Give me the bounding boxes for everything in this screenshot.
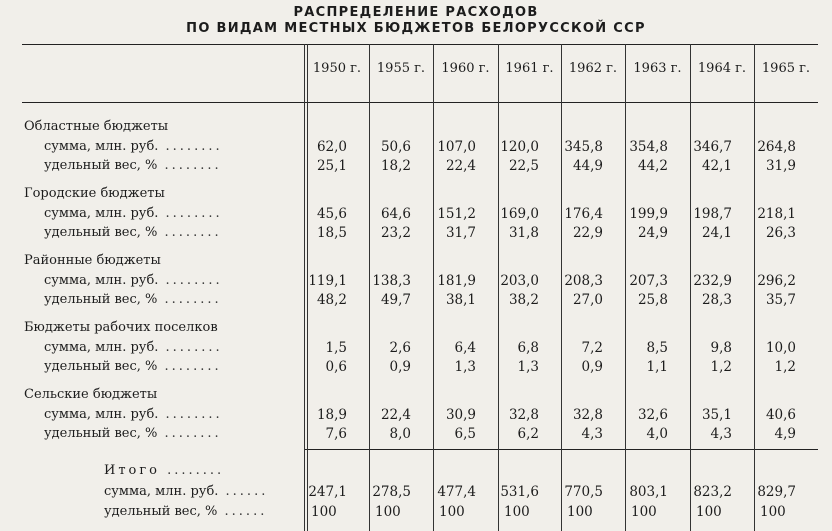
- table-cell: 0,6: [325, 359, 347, 375]
- total-row-label: [104, 462, 224, 480]
- table-cell: 62,0: [316, 139, 347, 155]
- table-cell: 4,3: [710, 426, 732, 442]
- group-name: Сельские бюджеты: [24, 387, 158, 402]
- table-cell: 1,5: [325, 340, 347, 356]
- table-cell: 25,8: [637, 292, 668, 308]
- table-cell: 296,2: [757, 273, 796, 289]
- leader-dots: ........: [157, 158, 222, 173]
- table-cell: 151,2: [437, 206, 476, 222]
- sum-row-label: [44, 138, 223, 156]
- table-cell: 35,1: [701, 407, 732, 423]
- table-cell: 64,6: [380, 206, 411, 222]
- table-cell: 6,8: [517, 340, 539, 356]
- share-row-label: [44, 157, 222, 175]
- year-header: 1960 г.: [441, 61, 490, 76]
- table-cell: 28,3: [701, 292, 732, 308]
- table-cell: 345,8: [564, 139, 603, 155]
- group-name: Бюджеты рабочих поселков: [24, 320, 218, 335]
- table-cell: 354,8: [629, 139, 668, 155]
- share-row-label-text: удельный вес, %: [44, 426, 158, 441]
- table-cell: 278,5: [372, 484, 411, 500]
- table-cell: 22,5: [508, 158, 539, 174]
- year-header: 1962 г.: [568, 61, 618, 76]
- table-cell: 531,6: [500, 484, 539, 500]
- leader-dots: ........: [160, 463, 225, 478]
- rule-top: [22, 44, 818, 45]
- table-cell: 31,8: [508, 225, 539, 241]
- leader-dots: ........: [157, 426, 222, 441]
- rule-header-bottom: [22, 102, 818, 103]
- table-cell: 100: [439, 504, 465, 520]
- share-row-label: [44, 291, 222, 309]
- table-cell: 4,3: [581, 426, 603, 442]
- table-cell: 803,1: [629, 484, 668, 500]
- table-cell: 18,2: [380, 158, 411, 174]
- sum-row-label: [44, 339, 223, 357]
- table-cell: 7,2: [581, 340, 603, 356]
- table-cell: 1,2: [710, 359, 732, 375]
- total-name: Итого: [104, 463, 160, 478]
- leader-dots: ........: [158, 340, 223, 355]
- total-share-label-text: удельный вес, %: [104, 504, 218, 519]
- leader-dots: ........: [158, 139, 223, 154]
- table-cell: 10,0: [765, 340, 796, 356]
- leader-dots: ......: [217, 504, 268, 519]
- table-cell: 31,7: [445, 225, 476, 241]
- table-cell: 44,9: [572, 158, 603, 174]
- table-cell: 247,1: [308, 484, 347, 500]
- table-cell: 7,6: [325, 426, 347, 442]
- table-cell: 32,6: [637, 407, 668, 423]
- table-cell: 199,9: [629, 206, 668, 222]
- table-cell: 38,2: [508, 292, 539, 308]
- group-name: Районные бюджеты: [24, 253, 161, 268]
- table-cell: 23,2: [380, 225, 411, 241]
- sum-row-label-text: сумма, млн. руб.: [44, 273, 159, 288]
- table-cell: 42,1: [701, 158, 732, 174]
- table-cell: 477,4: [437, 484, 476, 500]
- table-cell: 6,2: [517, 426, 539, 442]
- table-cell: 40,6: [765, 407, 796, 423]
- table-cell: 6,4: [454, 340, 476, 356]
- table-cell: 6,5: [454, 426, 476, 442]
- table-cell: 32,8: [572, 407, 603, 423]
- table-cell: 22,4: [445, 158, 476, 174]
- share-row-label-text: удельный вес, %: [44, 225, 158, 240]
- table-cell: 18,5: [316, 225, 347, 241]
- table-cell: 829,7: [757, 484, 796, 500]
- table-cell: 1,3: [517, 359, 539, 375]
- leader-dots: ........: [157, 292, 222, 307]
- table-cell: 1,3: [454, 359, 476, 375]
- table-cell: 100: [504, 504, 530, 520]
- table-cell: 823,2: [693, 484, 732, 500]
- table-cell: 8,0: [389, 426, 411, 442]
- share-row-label: [44, 358, 222, 376]
- table-cell: 18,9: [316, 407, 347, 423]
- table-cell: 4,0: [646, 426, 668, 442]
- table-cell: 770,5: [564, 484, 603, 500]
- table-cell: 346,7: [693, 139, 732, 155]
- table-cell: 49,7: [380, 292, 411, 308]
- leader-dots: ........: [158, 206, 223, 221]
- table-cell: 27,0: [572, 292, 603, 308]
- table-cell: 1,2: [774, 359, 796, 375]
- table-cell: 100: [696, 504, 722, 520]
- total-share-label: [104, 503, 267, 521]
- title-line-1: РАСПРЕДЕЛЕНИЕ РАСХОДОВ: [293, 5, 539, 20]
- table-cell: 100: [631, 504, 657, 520]
- sum-row-label: [44, 406, 223, 424]
- year-header: 1955 г.: [376, 61, 426, 76]
- year-header: 1961 г.: [505, 61, 554, 76]
- table-cell: 25,1: [316, 158, 347, 174]
- year-header: 1950 г.: [312, 61, 362, 76]
- table-cell: 38,1: [445, 292, 476, 308]
- table-cell: 218,1: [757, 206, 796, 222]
- table-cell: 208,3: [564, 273, 603, 289]
- table-cell: 1,1: [646, 359, 668, 375]
- table-cell: 8,5: [646, 340, 668, 356]
- share-row-label-text: удельный вес, %: [44, 158, 158, 173]
- table-cell: 198,7: [693, 206, 732, 222]
- table-cell: 32,8: [508, 407, 539, 423]
- sum-row-label-text: сумма, млн. руб.: [44, 340, 159, 355]
- table-cell: 0,9: [389, 359, 411, 375]
- year-header: 1963 г.: [633, 61, 682, 76]
- table-cell: 207,3: [629, 273, 668, 289]
- table-cell: 100: [311, 504, 337, 520]
- table-cell: 44,2: [637, 158, 668, 174]
- table-cell: 100: [375, 504, 401, 520]
- table-cell: 26,3: [765, 225, 796, 241]
- leader-dots: ........: [158, 273, 223, 288]
- table-cell: 48,2: [316, 292, 347, 308]
- table-cell: 203,0: [500, 273, 539, 289]
- share-row-label-text: удельный вес, %: [44, 359, 158, 374]
- sum-row-label-text: сумма, млн. руб.: [44, 206, 159, 221]
- table-cell: 22,9: [572, 225, 603, 241]
- table-cell: 0,9: [581, 359, 603, 375]
- share-row-label: [44, 224, 222, 242]
- leader-dots: ........: [157, 225, 222, 240]
- table-cell: 119,1: [308, 273, 347, 289]
- year-header: 1965 г.: [761, 61, 811, 76]
- group-name: Городские бюджеты: [24, 186, 165, 201]
- table-cell: 24,1: [701, 225, 732, 241]
- share-row-label-text: удельный вес, %: [44, 292, 158, 307]
- table-cell: 50,6: [380, 139, 411, 155]
- table-cell: 169,0: [500, 206, 539, 222]
- table-cell: 100: [567, 504, 593, 520]
- group-name: Областные бюджеты: [24, 119, 169, 134]
- leader-dots: ......: [218, 484, 269, 499]
- total-sum-label: [104, 483, 268, 501]
- year-header: 1964 г.: [697, 61, 747, 76]
- table-cell: 138,3: [372, 273, 411, 289]
- table-cell: 31,9: [765, 158, 796, 174]
- table-cell: 107,0: [437, 139, 476, 155]
- table-cell: 9,8: [710, 340, 732, 356]
- leader-dots: ........: [158, 407, 223, 422]
- table-cell: 120,0: [500, 139, 539, 155]
- table-cell: 232,9: [693, 273, 732, 289]
- table-cell: 181,9: [437, 273, 476, 289]
- total-sum-label-text: сумма, млн. руб.: [104, 484, 219, 499]
- sum-row-label-text: сумма, млн. руб.: [44, 407, 159, 422]
- table-cell: 22,4: [380, 407, 411, 423]
- sum-row-label: [44, 205, 223, 223]
- sum-row-label-text: сумма, млн. руб.: [44, 139, 159, 154]
- table-cell: 24,9: [637, 225, 668, 241]
- table-cell: 176,4: [564, 206, 603, 222]
- table-cell: 30,9: [445, 407, 476, 423]
- table-cell: 2,6: [389, 340, 411, 356]
- table-cell: 100: [760, 504, 786, 520]
- title-line-2: ПО ВИДАМ МЕСТНЫХ БЮДЖЕТОВ БЕЛОРУССКОЙ ССР: [186, 21, 646, 36]
- share-row-label: [44, 425, 222, 443]
- leader-dots: ........: [157, 359, 222, 374]
- table-cell: 4,9: [774, 426, 796, 442]
- table-cell: 45,6: [316, 206, 347, 222]
- table-cell: 264,8: [757, 139, 796, 155]
- table-cell: 35,7: [765, 292, 796, 308]
- sum-row-label: [44, 272, 223, 290]
